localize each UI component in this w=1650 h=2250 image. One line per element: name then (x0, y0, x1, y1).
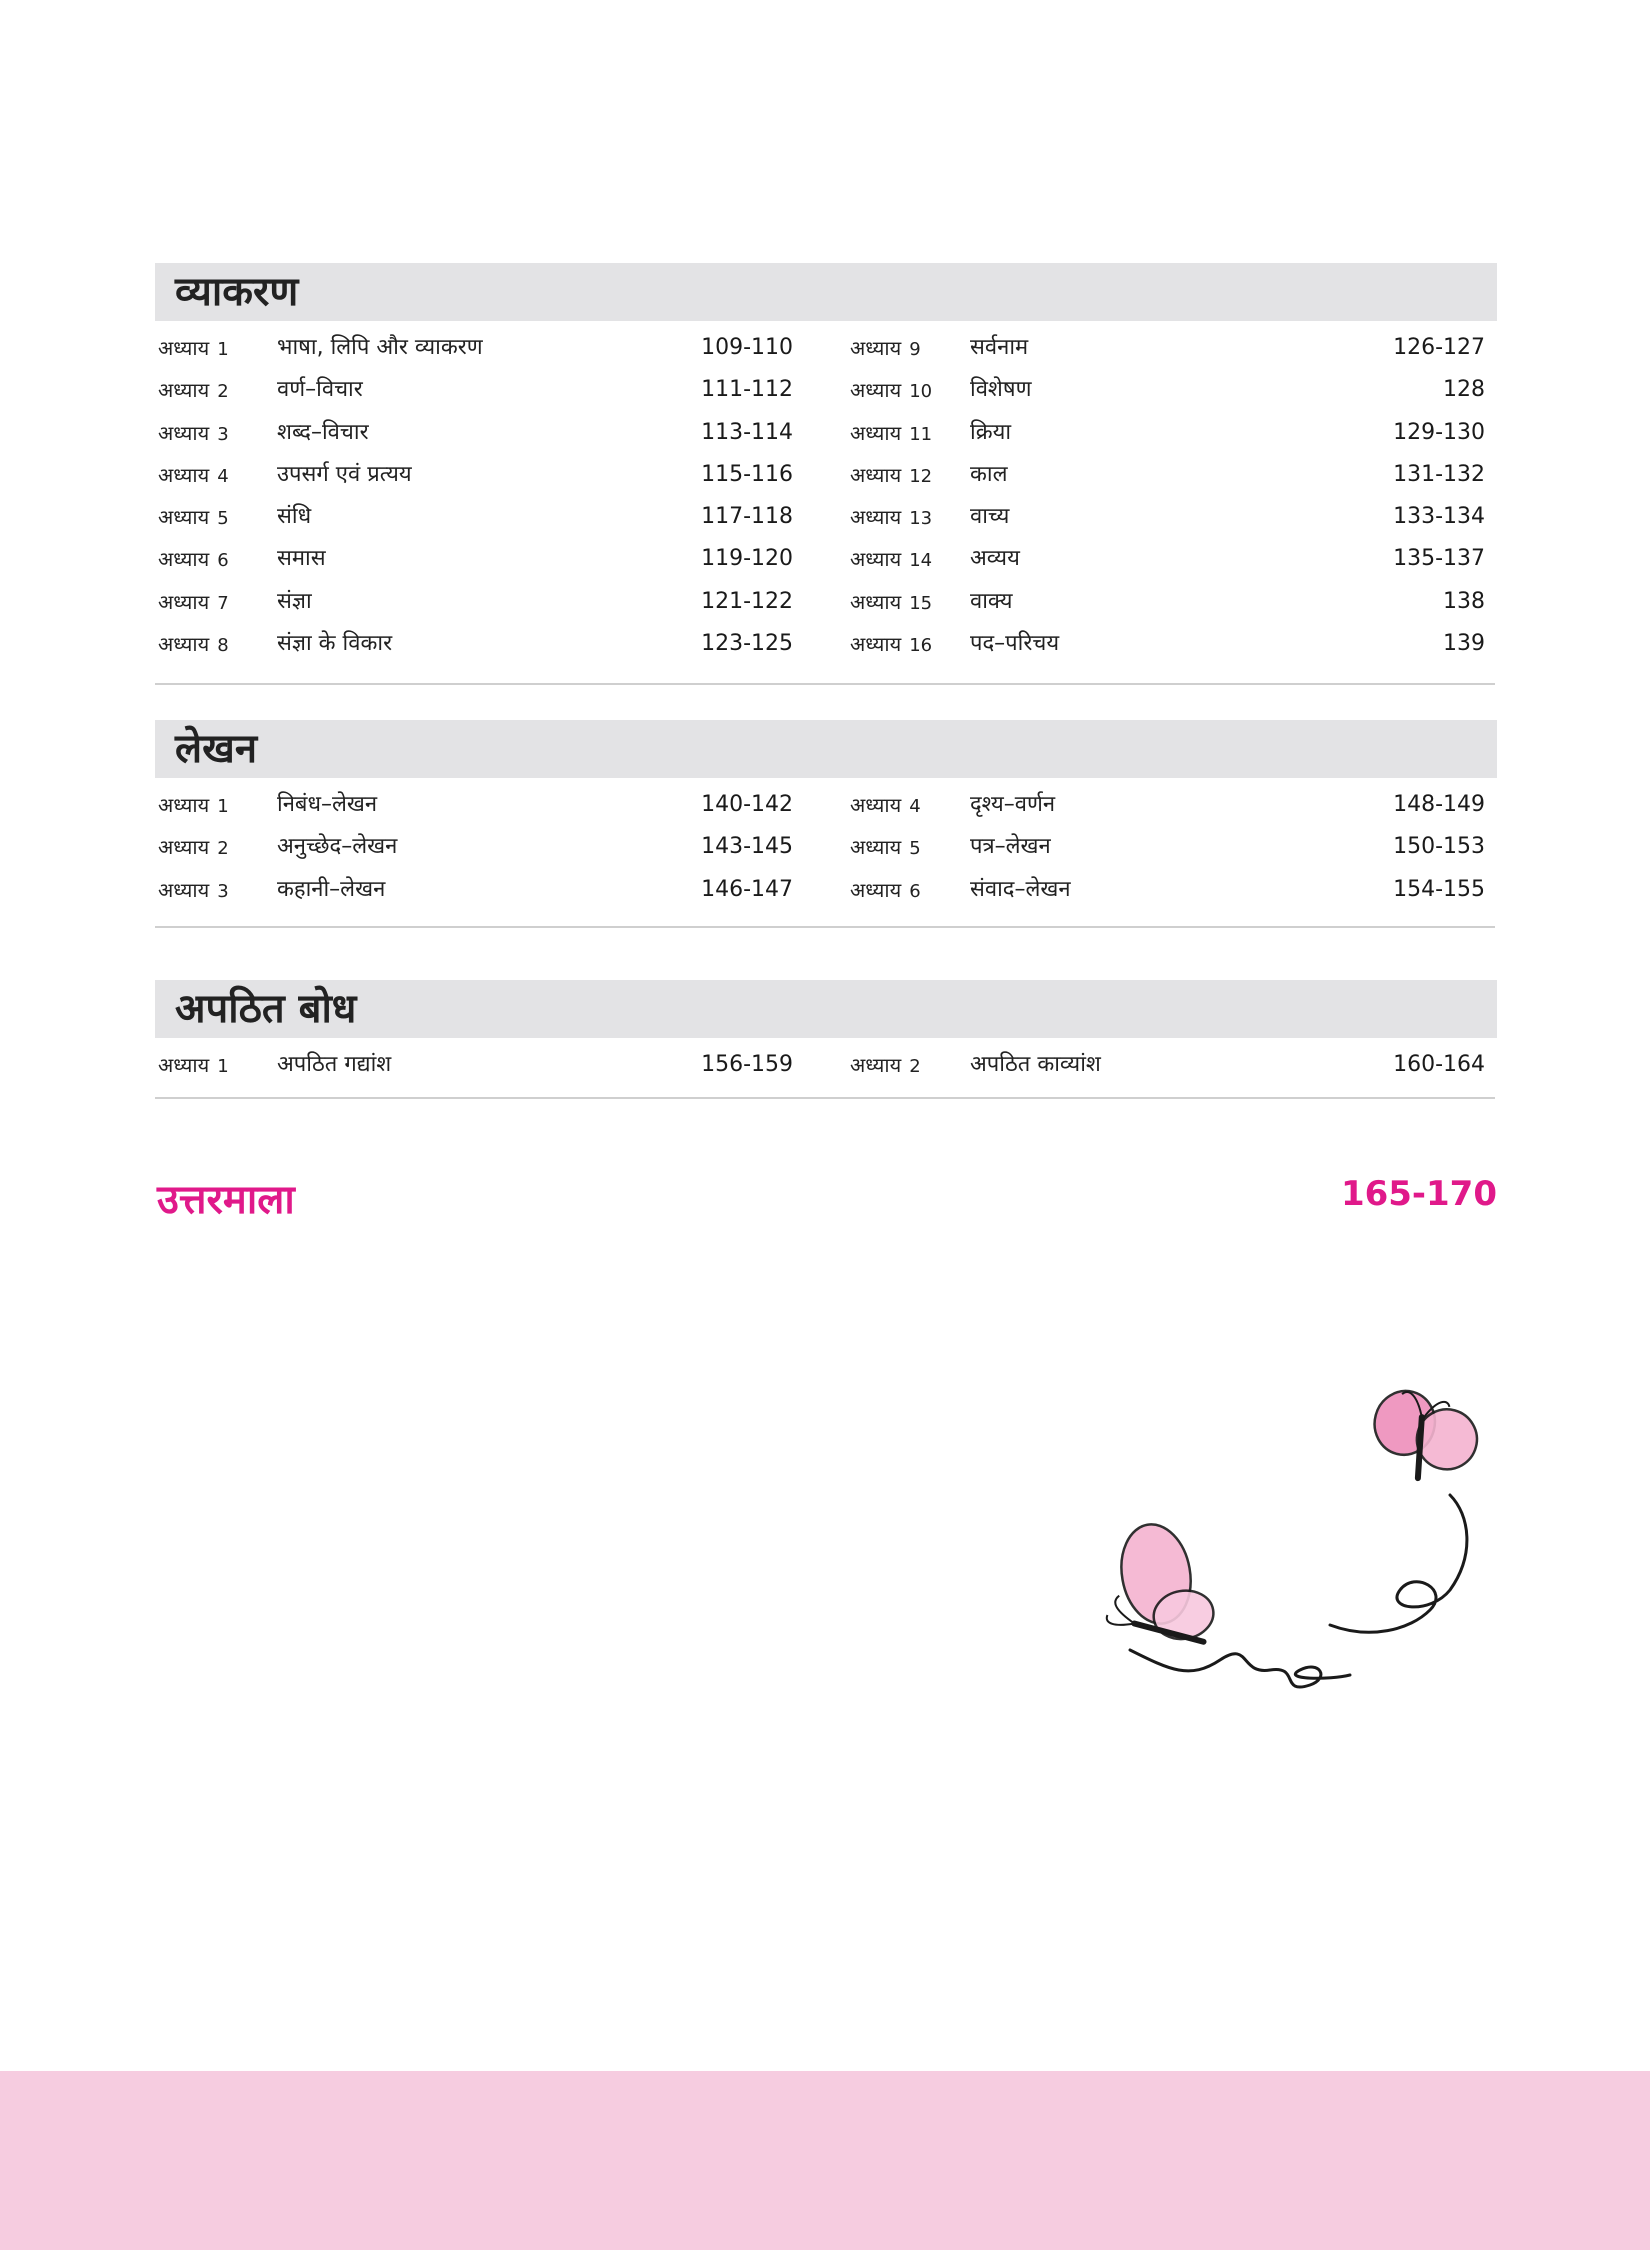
chapter-title[interactable]: समास (277, 546, 326, 572)
page-range: 139 (1443, 631, 1485, 657)
page-range: 160-164 (1393, 1052, 1485, 1077)
toc-row (155, 826, 1497, 868)
chapter-label: अध्याय 1 (158, 336, 229, 360)
chapter-title[interactable]: शब्द–विचार (277, 419, 369, 445)
chapter-label: अध्याय 2 (158, 378, 229, 403)
page-range: 128 (1443, 377, 1485, 403)
chapter-label: अध्याय 15 (850, 589, 933, 614)
chapter-label: अध्याय 11 (850, 420, 933, 445)
chapter-title[interactable]: वाक्य (970, 588, 1013, 614)
chapter-label: अध्याय 14 (850, 547, 933, 572)
page-range: 154-155 (1393, 876, 1485, 902)
toc-row (155, 369, 1497, 411)
footer-band (0, 2071, 1650, 2250)
page-range: 156-159 (701, 1052, 793, 1077)
chapter-title[interactable]: पद–परिचय (970, 631, 1060, 657)
butterfly-lower (1092, 1516, 1218, 1658)
chapter-title[interactable]: अपठित गद्यांश (277, 1052, 392, 1077)
chapter-title[interactable]: विशेषण (970, 377, 1032, 403)
chapter-label: अध्याय 6 (158, 547, 229, 572)
chapter-title[interactable]: वर्ण–विचार (277, 377, 363, 403)
page-range: 119-120 (701, 546, 793, 572)
section-divider (155, 683, 1495, 685)
page-range: 138 (1443, 588, 1485, 614)
page-range: 126-127 (1393, 335, 1485, 360)
chapter-label: अध्याय 2 (158, 835, 229, 860)
chapter-title[interactable]: कहानी–लेखन (277, 876, 386, 902)
chapter-title[interactable]: क्रिया (970, 419, 1012, 445)
chapter-list (155, 321, 1497, 665)
section-unseen-comprehension (155, 980, 1497, 1086)
section-title: अपठित बोध (175, 986, 357, 1032)
chapter-label: अध्याय 1 (158, 793, 229, 817)
page-range: 131-132 (1393, 461, 1485, 487)
chapter-title[interactable]: संज्ञा (277, 588, 312, 614)
chapter-label: अध्याय 4 (158, 462, 229, 487)
chapter-title[interactable]: उपसर्ग एवं प्रत्यय (277, 461, 412, 487)
chapter-label: अध्याय 12 (850, 462, 933, 487)
chapter-label: अध्याय 5 (850, 835, 921, 860)
section-divider (155, 926, 1495, 928)
toc-row (155, 538, 1497, 580)
chapter-list (155, 1038, 1497, 1086)
page-range: 117-118 (701, 504, 793, 530)
chapter-title[interactable]: अव्यय (970, 546, 1020, 572)
toc-row (155, 1044, 1497, 1086)
section-header (155, 263, 1497, 321)
page-range: 129-130 (1393, 419, 1485, 445)
chapter-title[interactable]: काल (970, 461, 1008, 487)
chapter-title[interactable]: संधि (277, 504, 312, 530)
section-divider (155, 1097, 1495, 1099)
chapter-title[interactable]: पत्र–लेखन (970, 834, 1051, 860)
chapter-label: अध्याय 9 (850, 336, 921, 360)
chapter-title[interactable]: संज्ञा के विकार (277, 631, 393, 657)
chapter-label: अध्याय 3 (158, 877, 229, 902)
toc-row (155, 327, 1497, 369)
toc-row (155, 454, 1497, 496)
section-title: व्याकरण (175, 269, 299, 315)
toc-row (155, 496, 1497, 538)
butterfly-upper (1363, 1384, 1486, 1490)
page-range: 143-145 (701, 834, 793, 860)
chapter-title[interactable]: संवाद–लेखन (970, 876, 1071, 902)
chapter-label: अध्याय 10 (850, 378, 933, 403)
chapter-title[interactable]: निबंध–लेखन (277, 792, 378, 817)
toc-row (155, 412, 1497, 454)
page-range: 121-122 (701, 588, 793, 614)
section-header (155, 720, 1497, 778)
answers-entry[interactable] (157, 1170, 1497, 1230)
answers-title[interactable]: उत्तरमाला (157, 1177, 295, 1223)
section-grammar (155, 263, 1497, 665)
page-range: 133-134 (1393, 504, 1485, 530)
page-range: 135-137 (1393, 546, 1485, 572)
page-range: 150-153 (1393, 834, 1485, 860)
section-header (155, 980, 1497, 1038)
chapter-title[interactable]: भाषा, लिपि और व्याकरण (277, 335, 483, 360)
page-range: 123-125 (701, 631, 793, 657)
section-title: लेखन (175, 726, 258, 772)
chapter-list (155, 778, 1497, 911)
chapter-label: अध्याय 16 (850, 632, 933, 657)
page-range: 111-112 (701, 377, 793, 403)
toc-row (155, 623, 1497, 665)
toc-row (155, 784, 1497, 826)
answers-page-range: 165-170 (1340, 1174, 1497, 1214)
chapter-label: अध्याय 8 (158, 632, 229, 657)
page-range: 115-116 (701, 461, 793, 487)
page-range: 140-142 (701, 792, 793, 817)
toc-row (155, 581, 1497, 623)
page-range: 113-114 (701, 419, 793, 445)
chapter-label: अध्याय 5 (158, 505, 229, 530)
section-writing (155, 720, 1497, 911)
chapter-label: अध्याय 3 (158, 420, 229, 445)
page-range: 148-149 (1393, 792, 1485, 817)
chapter-label: अध्याय 2 (850, 1053, 921, 1077)
chapter-title[interactable]: वाच्य (970, 504, 1010, 530)
page-range: 146-147 (701, 876, 793, 902)
chapter-label: अध्याय 1 (158, 1053, 229, 1077)
chapter-title[interactable]: दृश्य–वर्णन (970, 792, 1056, 817)
chapter-title[interactable]: अपठित काव्यांश (970, 1052, 1101, 1077)
chapter-label: अध्याय 7 (158, 589, 229, 614)
chapter-label: अध्याय 6 (850, 877, 921, 902)
chapter-title[interactable]: सर्वनाम (970, 335, 1029, 360)
chapter-title[interactable]: अनुच्छेद–लेखन (277, 834, 398, 860)
toc-row (155, 869, 1497, 911)
chapter-label: अध्याय 13 (850, 505, 933, 530)
butterflies-icon (1030, 1340, 1550, 1730)
page-range: 109-110 (701, 335, 793, 360)
chapter-label: अध्याय 4 (850, 793, 921, 817)
